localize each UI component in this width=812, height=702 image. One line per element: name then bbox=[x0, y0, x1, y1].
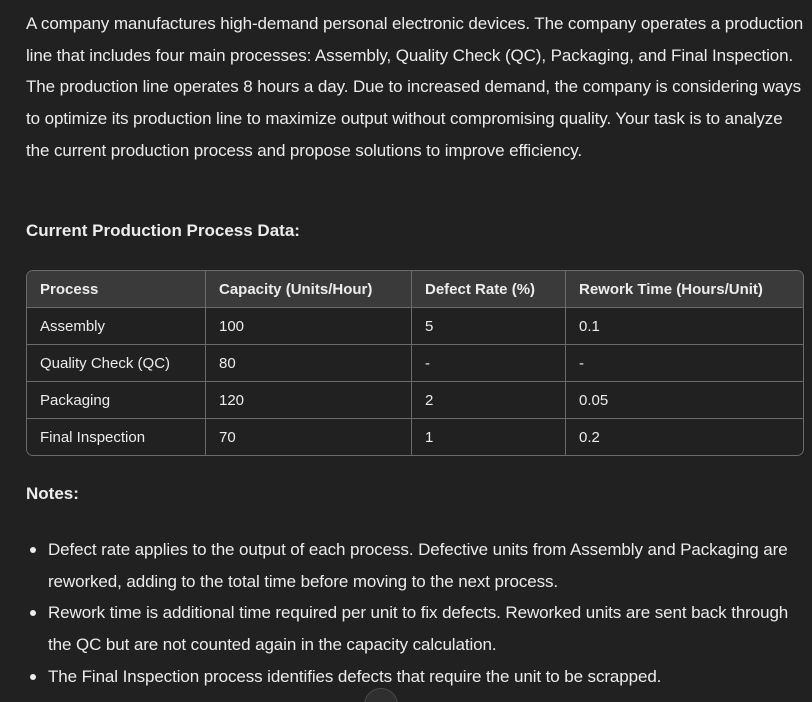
note-text: Defect rate applies to the output of each process. Defective units from Assembly and Packaging are reworked, adding to the total time before moving to the next process. bbox=[48, 540, 788, 591]
list-item bbox=[26, 597, 806, 660]
table-row bbox=[27, 308, 803, 345]
note-text: The Final Inspection process identifies defects that require the unit to be scrapped. bbox=[48, 666, 662, 686]
table-cell: Packaging bbox=[27, 382, 206, 419]
notes-heading: Notes: bbox=[26, 484, 79, 503]
table-heading: Current Production Process Data: bbox=[26, 221, 300, 240]
table-cell: 120 bbox=[206, 382, 412, 419]
list-item bbox=[26, 534, 806, 597]
table-cell: 70 bbox=[206, 419, 412, 456]
table-cell: Assembly bbox=[27, 308, 206, 345]
table-cell: Quality Check (QC) bbox=[27, 345, 206, 382]
bullet-icon bbox=[30, 610, 36, 616]
table-cell: 0.05 bbox=[566, 382, 804, 419]
table-header-cell: Process bbox=[27, 271, 206, 308]
table-cell: 100 bbox=[206, 308, 412, 345]
note-text: Rework time is additional time required per unit to fix defects. Reworked units are sent back through the QC but are not counted again in the capacity calculation. bbox=[48, 603, 789, 655]
table-row bbox=[27, 382, 803, 419]
production-data-table bbox=[26, 270, 804, 456]
bullet-icon bbox=[30, 674, 36, 680]
table-cell: - bbox=[566, 345, 804, 382]
message-content bbox=[26, 8, 806, 686]
notes-list bbox=[26, 534, 806, 693]
table-header-cell: Rework Time (Hours/Unit) bbox=[566, 271, 804, 308]
list-item bbox=[26, 661, 806, 693]
table-cell: 5 bbox=[412, 308, 566, 345]
table-cell: 2 bbox=[412, 382, 566, 419]
table-header-cell: Defect Rate (%) bbox=[412, 271, 566, 308]
table-header-cell: Capacity (Units/Hour) bbox=[206, 271, 412, 308]
table-cell: Final Inspection bbox=[27, 419, 206, 456]
table-cell: - bbox=[412, 345, 566, 382]
table-cell: 0.2 bbox=[566, 419, 804, 456]
table-cell: 80 bbox=[206, 345, 412, 382]
intro-paragraph: A company manufactures high-demand personal electronic devices. The company operates a production line that includes four main processes: Assembly, Quality Check (QC), Packaging, and Final Inspection. The production line operates 8 hours a day. Due to increased demand, the company is considering ways to optimize its production line to maximize output without compromising quality. Your task is to analyze the current production process and propose solutions to improve efficiency. bbox=[26, 14, 804, 160]
table-cell: 1 bbox=[412, 419, 566, 456]
table-row bbox=[27, 419, 803, 456]
bullet-icon bbox=[30, 547, 36, 553]
table-cell: 0.1 bbox=[566, 308, 804, 345]
table-header-row bbox=[27, 271, 803, 308]
table-row bbox=[27, 345, 803, 382]
